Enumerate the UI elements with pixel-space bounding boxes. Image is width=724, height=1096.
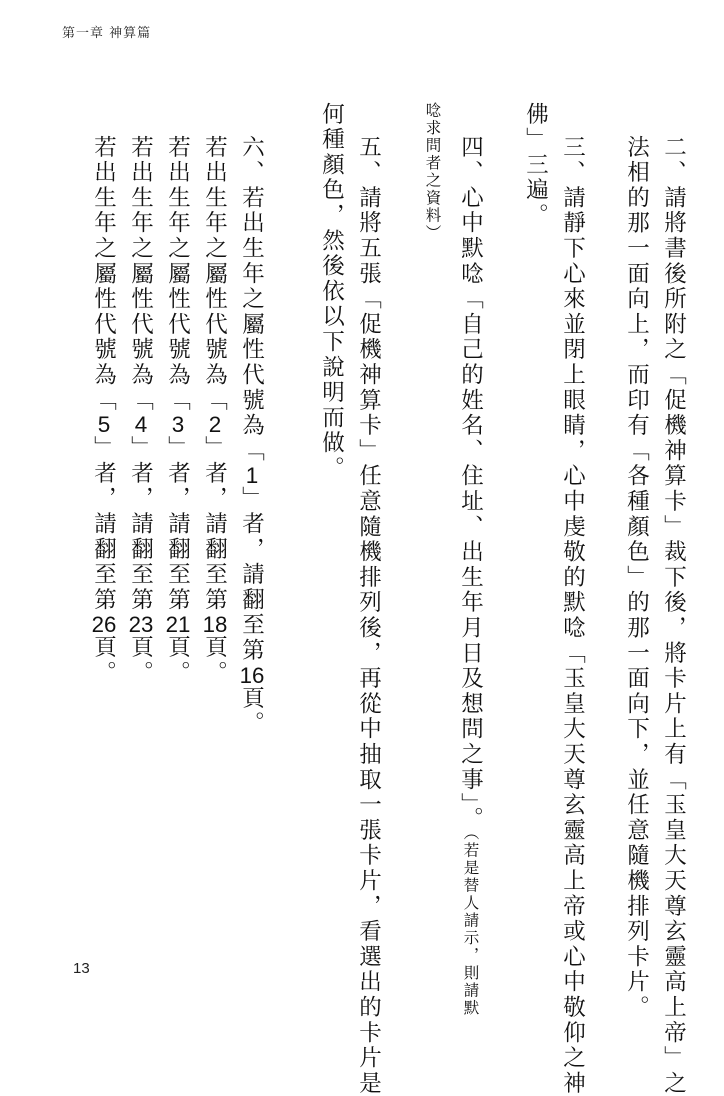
row-page: 23 <box>128 612 154 636</box>
step-4-line-1 <box>459 135 482 1017</box>
row-code: 2 <box>208 413 222 436</box>
step-4-instruction: 四、心中默唸「自己的姓名、住址、出生年月日及想問之事」。 <box>457 135 484 833</box>
step-6-row-2 <box>203 135 226 686</box>
running-head: 第一章 神算篇 <box>62 26 152 41</box>
step-3-line-1: 三、請靜下心來並閉上眼睛，心中虔敬的默唸「玉皇大天尊玄靈高上帝或心中敬仰之神 <box>559 135 586 1096</box>
page-number: 13 <box>73 960 90 977</box>
step-5-line-1: 五、請將五張「促機神算卡」任意隨機排列後，再從中抽取一張卡片，看選出的卡片是 <box>355 135 382 1096</box>
step-2-line-1: 二、請將書後所附之「促機神算卡」裁下後，將卡片上有「玉皇大天尊玄靈高上帝」之 <box>660 135 687 1096</box>
row-text: 」者，請翻至第 <box>127 435 154 613</box>
row-code: 1 <box>245 463 259 487</box>
step-4-note-end: 唸求問者之資料） <box>423 102 442 242</box>
row-page: 21 <box>165 612 191 636</box>
row-text: 頁。 <box>90 635 117 687</box>
step-3-line-2: 佛」三遍。 <box>522 102 549 229</box>
row-text: 若出生年之屬性代號為「 <box>164 135 191 414</box>
row-text: 」者，請翻至第 <box>164 435 191 613</box>
step-6-row-1 <box>240 135 263 737</box>
step-2-line-2: 法相的那一面向上，而印有「各種顏色」的那一面向下，並任意隨機排列卡片。 <box>623 135 650 1021</box>
row-text: 六、若出生年之屬性代號為「 <box>238 135 265 464</box>
row-text: 頁。 <box>127 635 154 687</box>
row-text: 」者，請翻至第 <box>201 435 228 613</box>
row-text: 若出生年之屬性代號為「 <box>127 135 154 414</box>
row-text: 」者，請翻至第 <box>238 486 265 664</box>
row-text: 若出生年之屬性代號為「 <box>90 135 117 414</box>
step-5-line-2: 何種顏色，然後依以下說明而做。 <box>318 102 345 482</box>
step-6-row-5 <box>92 135 115 686</box>
row-text: 頁。 <box>164 635 191 687</box>
step-6-row-4 <box>129 135 152 686</box>
step-4-note-start: （若是替人請示，則請默 <box>461 832 480 1017</box>
row-text: 頁。 <box>238 686 265 737</box>
row-code: 3 <box>171 413 185 436</box>
row-text: 頁。 <box>201 635 228 687</box>
row-text: 」者，請翻至第 <box>90 435 117 613</box>
row-page: 18 <box>202 612 228 636</box>
row-code: 4 <box>134 413 148 436</box>
row-page: 16 <box>239 663 265 687</box>
row-page: 26 <box>91 612 117 636</box>
step-6-row-3 <box>166 135 189 686</box>
row-code: 5 <box>97 413 111 436</box>
row-text: 若出生年之屬性代號為「 <box>201 135 228 414</box>
